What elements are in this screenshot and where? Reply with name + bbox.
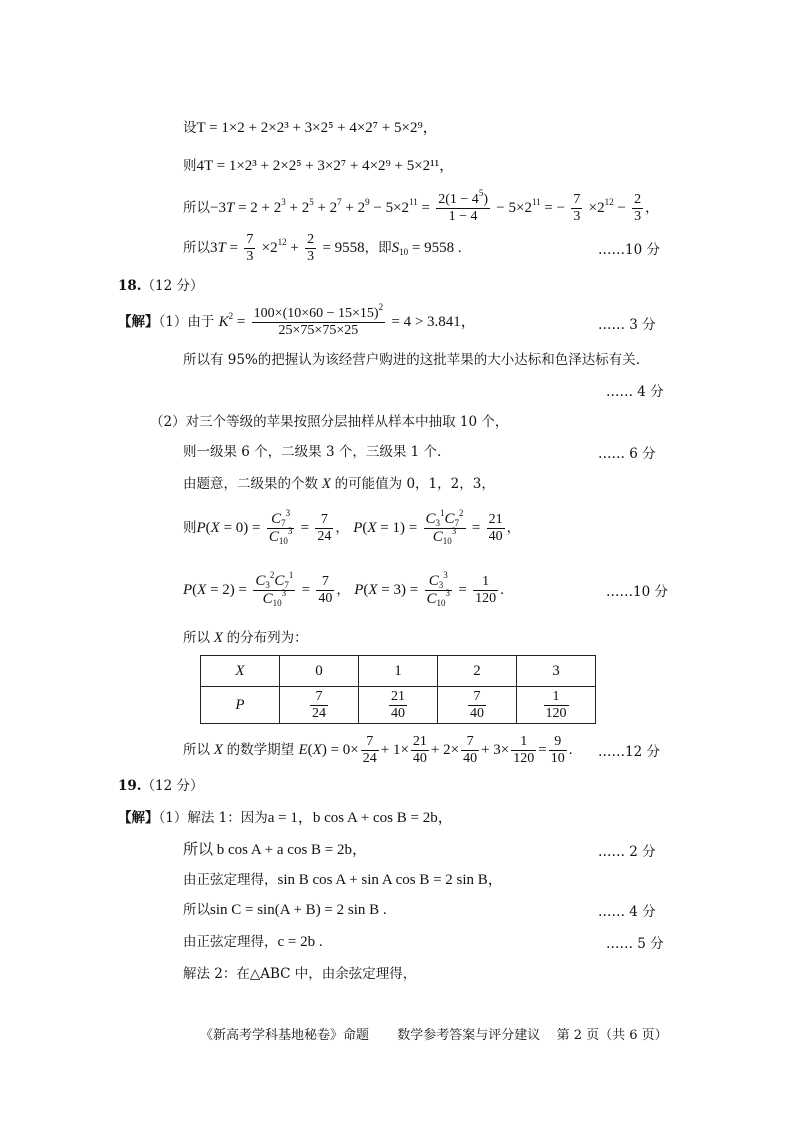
q19-line-4-prefix: 所以: [183, 902, 210, 918]
expectation-intro-b: 的数学期望: [226, 742, 295, 758]
q18-number: 18.: [118, 278, 142, 294]
grades-line: 则一级果 6 个，二级果 3 个，三级果 1 个.: [183, 444, 442, 460]
chi-square-result: = 4 > 3.841，: [391, 314, 476, 330]
then-word: 则: [183, 520, 197, 536]
t-definition-line: [183, 118, 438, 138]
table-cell: $\frac{21}{40}$: [359, 687, 438, 724]
px0-label: P(X = 0) =: [196, 520, 261, 536]
s10-result: $S_{10} = 9558$ .: [391, 240, 462, 257]
q19-part1-label: （1）解法 1：因为: [158, 810, 268, 826]
table-cell: $\frac{7}{24}$: [280, 687, 359, 724]
three-t-lhs: 3T =: [210, 240, 239, 256]
expectation-intro-a: 所以: [183, 742, 210, 758]
minus-three-t-tail: $\times 2^{12}$ −: [588, 197, 626, 216]
q19-line-2: 所以 b cos A + a cos B = 2b，: [183, 842, 367, 858]
distribution-table: [200, 655, 596, 724]
px3-value: $\frac{1}{120}$: [475, 574, 497, 606]
part2-line: （2）对三个等级的苹果按照分层抽样从样本中抽取 10 个，: [150, 414, 509, 430]
score-3: …… 3 分: [598, 317, 656, 333]
t-def-expression: T = 1×2 + 2×2³ + 3×2⁵ + 4×2⁷ + 5×2⁹，: [196, 120, 438, 136]
seven-thirds-fraction-b: $\frac{7}{3}$: [246, 232, 254, 264]
distribution-intro-a: 所以: [183, 630, 210, 646]
px3-comb-fraction: $\frac{C_3^3}{C_{10}^3}$: [426, 570, 451, 608]
two-thirds-fraction-b: $\frac{2}{3}$: [307, 232, 315, 264]
three-t-value: = 9558: [322, 240, 365, 256]
chi-square-fraction: $\frac{100\times(10\times 60 - 15\times 15)^2}{25\times 75\times 75\times 25}$: [253, 302, 384, 338]
table-header-row: [201, 656, 596, 687]
minus-three-t-prefix: 所以: [183, 200, 210, 216]
variable-x: X: [318, 476, 335, 492]
four-t-expression: 4T = 1×2³ + 2×2⁵ + 3×2⁷ + 4×2⁹ + 5×2¹¹，: [196, 158, 455, 174]
four-t-prefix: 则: [183, 158, 197, 174]
part1-label: （1）由于: [158, 314, 215, 330]
seven-thirds-fraction: $\frac{7}{3}$: [573, 192, 581, 224]
t-def-prefix: 设: [183, 120, 197, 136]
variable-x-dist: X: [210, 630, 227, 646]
score-4: …… 4 分: [606, 384, 664, 400]
distribution-intro-b: 的分布列为：: [226, 630, 308, 646]
expectation-line: 所以 X 的数学期望 E(X) = 0× $\frac{7}{24}$ + 1× $\frac{21}{40}$ + 2× $\frac{7}{40}$ + 3× $\frac{1}{120}$ = $\frac{9}{10}$ .: [183, 734, 573, 766]
geometric-sum-fraction: $\frac{2(1 - 4^5)}{1 - 4}$: [438, 188, 488, 224]
q19-number: 19.: [118, 778, 142, 794]
q19-condition: a = 1，b cos A + cos B = 2b，: [267, 810, 453, 826]
three-t-prefix: 所以: [183, 240, 210, 256]
table-header-cell: 2: [438, 656, 517, 687]
table-row: [201, 687, 596, 724]
q19-points: （12 分）: [141, 778, 204, 794]
px0-value: $\frac{7}{24}$: [317, 512, 332, 544]
s10-connector: ，即: [364, 240, 392, 256]
two-thirds-fraction: $\frac{2}{3}$: [634, 192, 642, 224]
px3-label: P(X = 3) =: [354, 582, 419, 598]
conclusion-line: 所以有 95%的把握认为该经营户购进的这批苹果的大小达标和色泽达标有关.: [183, 352, 641, 368]
chi-square-line: [118, 302, 476, 342]
minus-three-t-mid: − $5\times 2^{11}$ = −: [496, 197, 566, 216]
x-values-tail: 的可能值为 0，1，2，3，: [334, 476, 495, 492]
table-header-cell: 0: [280, 656, 359, 687]
footer-title: 数学参考答案与评分建议: [397, 1028, 541, 1043]
table-cell: $\frac{1}{120}$: [517, 687, 596, 724]
probability-line-1: 则P(X = 0) = $\frac{C_7^3}{C_{10}^3}$ = $\frac{7}{24}$ ， P(X = 1) = $\frac{C_3^1C_7^2}{C_{10}^3}$ = $\frac{21}{40}$ ，: [183, 508, 521, 546]
four-t-line: [183, 156, 454, 176]
expectation-value: $\frac{9}{10}$: [550, 734, 565, 766]
table-row-label: P: [201, 687, 280, 724]
three-t-mid: $\times 2^{12}$ +: [261, 237, 299, 256]
table-header-cell: 1: [359, 656, 438, 687]
solution-tag-19: 【解】: [118, 810, 159, 826]
score-6: …… 6 分: [598, 446, 656, 462]
q18-heading: [118, 276, 203, 296]
footer-source: 《新高考学科基地秘卷》命题: [200, 1028, 370, 1043]
three-t-line: [183, 230, 462, 266]
px2-label: P(X = 2) =: [183, 582, 248, 598]
x-values-line: [183, 474, 495, 494]
page-footer: [200, 1026, 668, 1046]
q19-line-3-expr: sin B cos A + sin A cos B = 2 sin B，: [277, 872, 503, 888]
score-10-first: ……10 分: [598, 242, 660, 258]
probability-line-2: P(X = 2) = $\frac{C_3^2C_7^1}{C_{10}^3}$ = $\frac{7}{40}$ ， P(X = 3) = $\frac{C_3^3}{C_{10}^3}$ = $\frac{1}{120}$ .: [183, 570, 504, 608]
px1-value: $\frac{21}{40}$: [488, 512, 503, 544]
px1-comb-fraction: $\frac{C_3^1C_7^2}{C_{10}^3}$: [425, 508, 464, 546]
table-header-cell: X: [201, 656, 280, 687]
q19-line-3-prefix: 由正弦定理得，: [183, 872, 278, 888]
minus-three-t-lhs: $-3T = 2 + 2^3 + 2^5 + 2^7 + 2^9 - 5\times 2^{11}$ =: [210, 197, 430, 216]
q19-line-5: [183, 932, 323, 952]
q19-heading: [118, 776, 203, 796]
px2-comb-fraction: $\frac{C_3^2C_7^1}{C_{10}^3}$: [255, 570, 294, 608]
table-cell: $\frac{7}{40}$: [438, 687, 517, 724]
q19-line-5-expr: c = 2b .: [277, 934, 323, 950]
q19-line-4-expr: sin C = sin(A + B) = 2 sin B .: [210, 902, 387, 918]
score-12: ……12 分: [598, 744, 660, 760]
q19-condition-line: [118, 808, 453, 828]
px0-comb-fraction: $\frac{C_7^3}{C_{10}^3}$: [268, 508, 293, 546]
px1-label: P(X = 1) =: [353, 520, 418, 536]
q19-line-4: [183, 900, 387, 920]
expectation-expression: E(X) = 0×: [298, 742, 359, 758]
x-values-intro: 由题意，二级果的个数: [183, 476, 318, 492]
q19-line-6: 解法 2：在△ABC 中，由余弦定理得，: [183, 966, 417, 982]
q19-line-5-prefix: 由正弦定理得，: [183, 934, 278, 950]
score-4b: …… 4 分: [598, 904, 656, 920]
score-5: …… 5 分: [606, 936, 664, 952]
minus-three-t-line: 所以$-3T = 2 + 2^3 + 2^5 + 2^7 + 2^9 - 5\times 2^{11}$ = $\frac{2(1 - 4^5)}{1 - 4}$ − $5\times 2^{11}$ = − $\frac{7}{3}$ $\times 2^{12}$ − $\frac{2}{3}$ ，: [183, 188, 659, 224]
footer-page: 第 2 页（共 6 页）: [556, 1028, 668, 1043]
px2-value: $\frac{7}{40}$: [318, 574, 333, 606]
score-10-second: ……10 分: [606, 584, 668, 600]
distribution-intro: [183, 628, 308, 648]
solution-tag: 【解】: [118, 314, 159, 330]
q19-line-3: [183, 870, 503, 890]
q18-points: （12 分）: [141, 278, 204, 294]
k-squared: $K^2$ =: [218, 311, 246, 330]
table-header-cell: 3: [517, 656, 596, 687]
score-2: …… 2 分: [598, 844, 656, 860]
